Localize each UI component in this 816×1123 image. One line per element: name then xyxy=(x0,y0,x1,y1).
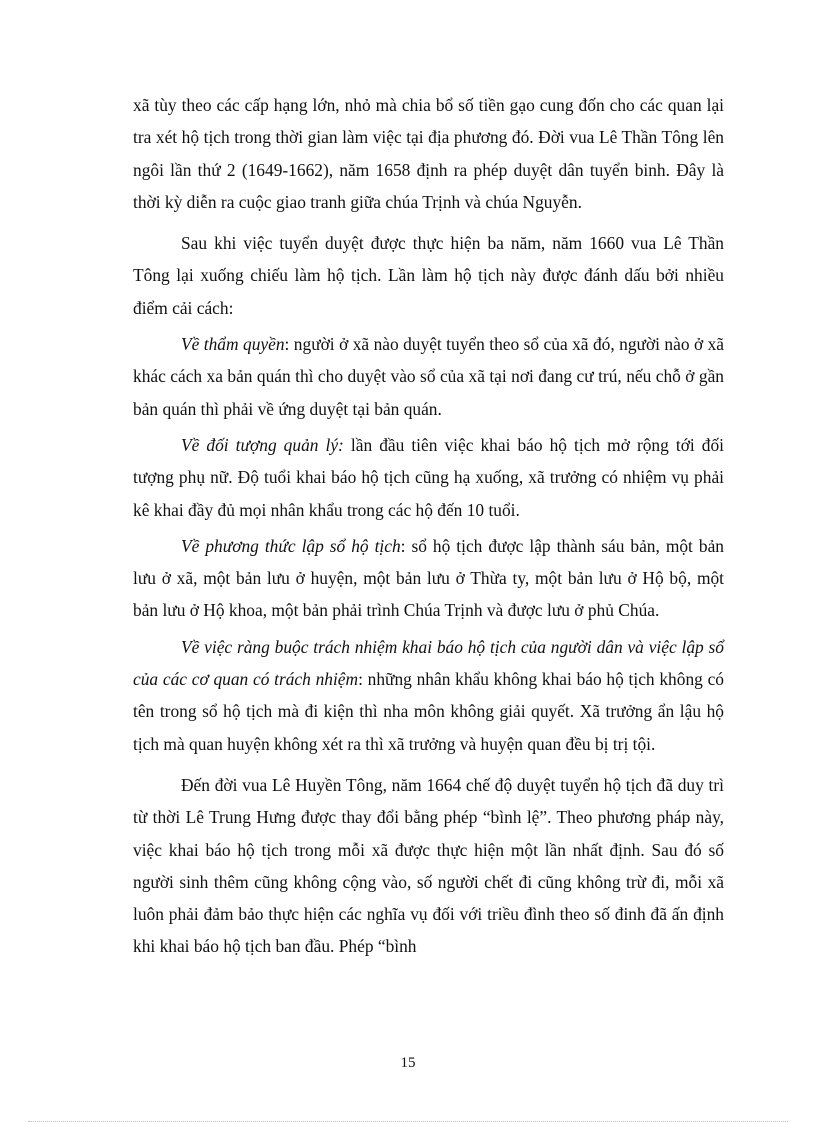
paragraph-binh-le xyxy=(133,769,724,963)
paragraph-text: Sau khi việc tuyển duyệt được thực hiện ba năm, năm 1660 vua Lê Thần Tông lại xuống chiếu làm hộ tịch. Lần làm hộ tịch này được đánh dấu bởi nhiều điểm cải cách: xyxy=(133,233,724,318)
paragraph-text: lần đầu tiên việc khai báo hộ tịch mở rộng tới đối tượng phụ nữ. Độ tuổi khai báo hộ tịch cũng hạ xuống, xã trưởng có nhiệm vụ phải kê khai đầy đủ mọi nhân khẩu trong các hộ đến 10 tuổi. xyxy=(133,434,724,520)
paragraph-continuation xyxy=(133,89,724,218)
paragraph-heading: Về đối tượng quản lý: xyxy=(181,434,344,455)
paragraph-heading: Về phương thức lập sổ hộ tịch xyxy=(181,535,401,556)
paragraph-text: Đến đời vua Lê Huyền Tông, năm 1664 chế độ duyệt tuyển hộ tịch đã duy trì từ thời Lê Trung Hưng được thay đổi bằng phép “bình lệ”. Theo phương pháp này, việc khai báo hộ tịch trong mỗi xã được thực hiện một lần nhất định. Sau đó số người sinh thêm cũng không cộng vào, số người chết đi cũng không trừ đi, mỗi xã luôn phải đảm bảo thực hiện các nghĩa vụ đối với triều đình theo số đinh đã ấn định khi khai báo hộ tịch ban đầu. Phép “bình xyxy=(133,774,724,957)
paragraph-text: : người ở xã nào duyệt tuyển theo sổ của xã đó, người nào ở xã khác cách xa bản quán thì cho duyệt vào sổ của xã tại nơi đang cư trú, nếu chỗ ở gần bản quán thì phải về ứng duyệt tại bản quán. xyxy=(133,334,725,419)
paragraph-subjects xyxy=(133,429,724,526)
page-body xyxy=(133,89,724,963)
page-bottom-divider xyxy=(28,1121,788,1122)
paragraph-text: xã tùy theo các cấp hạng lớn, nhỏ mà chia bổ số tiền gạo cung đốn cho các quan lại tra xét hộ tịch trong thời gian làm việc tại địa phương đó. Đời vua Lê Thần Tông lên ngôi lần thứ 2 (1649-1662), năm 1658 định ra phép duyệt dân tuyển binh. Đây là thời kỳ diễn ra cuộc giao tranh giữa chúa Trịnh và chúa Nguyễn. xyxy=(133,95,724,212)
paragraph-authority xyxy=(133,328,724,425)
paragraph-heading: Về thẩm quyền xyxy=(181,334,285,355)
page-number: 15 xyxy=(400,1055,416,1071)
paragraph-text: : những nhân khẩu không khai báo hộ tịch không có tên trong sổ hộ tịch mà đi kiện thì nha môn không giải quyết. Xã trưởng ẩn lậu hộ tịch mà quan huyện không xét ra thì xã trưởng và huyện quan đều bị trị tội. xyxy=(133,669,724,754)
paragraph-reform-intro xyxy=(133,227,724,324)
paragraph-heading: Về việc ràng buộc trách nhiệm khai báo hộ tịch của người dân và việc lập sổ của các cơ quan có trách nhiệm xyxy=(133,636,724,690)
paragraph-responsibility xyxy=(133,631,724,760)
paragraph-method xyxy=(133,530,724,627)
paragraph-text: : sổ hộ tịch được lập thành sáu bản, một bản lưu ở xã, một bản lưu ở huyện, một bản lưu ở Thừa ty, một bản lưu ở Hộ bộ, một bản lưu ở Hộ khoa, một bản phải trình Chúa Trịnh và được lưu ở phủ Chúa. xyxy=(133,535,724,621)
